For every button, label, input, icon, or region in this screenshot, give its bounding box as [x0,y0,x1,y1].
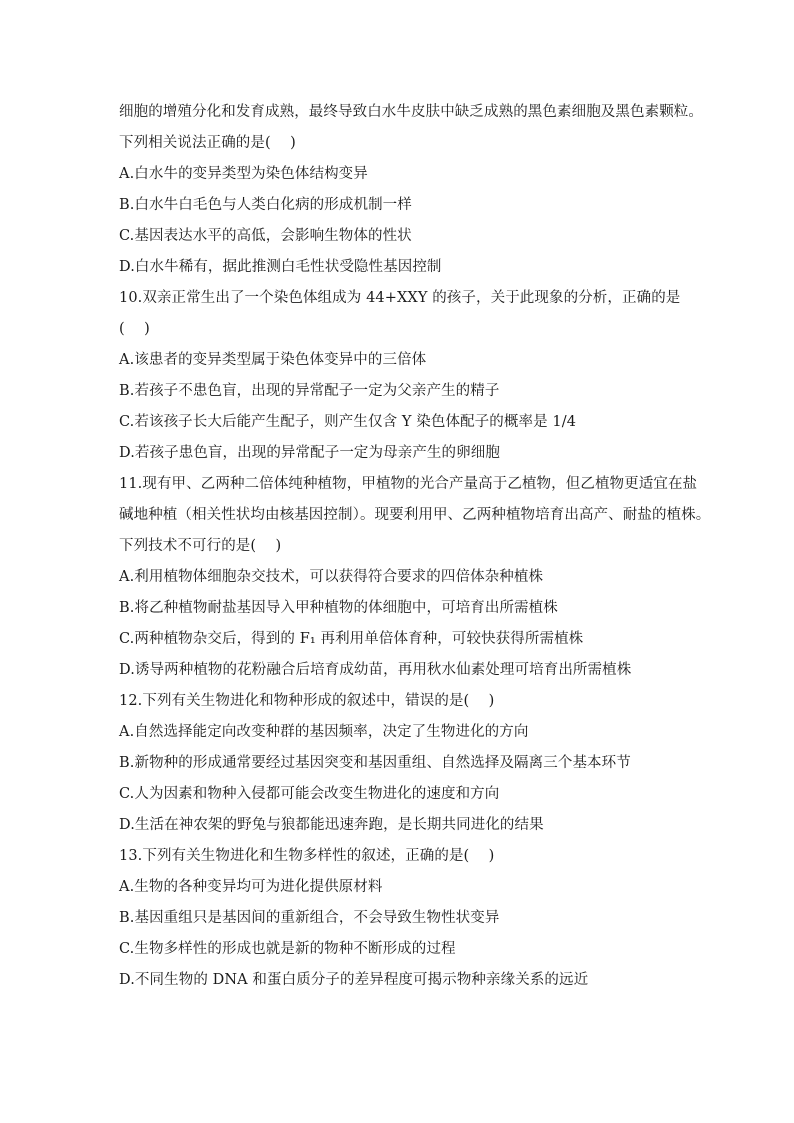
option-line: B.新物种的形成通常要经过基因突变和基因重组、自然选择及隔离三个基本环节 [119,755,631,771]
option-line: B.白水牛白毛色与人类白化病的形成机制一样 [119,197,412,213]
option-line: B.将乙种植物耐盐基因导入甲种植物的体细胞中，可培育出所需植株 [119,600,558,616]
option-line: C.基因表达水平的高低，会影响生物体的性状 [119,228,412,244]
option-line: C.两种植物杂交后，得到的 F₁ 再利用单倍体育种，可较快获得所需植株 [119,631,584,647]
text-line: 下列技术不可行的是( ) [119,538,282,554]
option-line: A.利用植物体细胞杂交技术，可以获得符合要求的四倍体杂种植株 [119,569,544,585]
option-line: D.诱导两种植物的花粉融合后培育成幼苗，再用秋水仙素处理可培育出所需植株 [119,662,632,678]
option-line: C.若该孩子长大后能产生配子，则产生仅含 Y 染色体配子的概率是 1/4 [119,414,577,430]
question-line: 13.下列有关生物进化和生物多样性的叙述，正确的是( ) [119,848,495,864]
option-line: A.该患者的变异类型属于染色体变异中的三倍体 [119,352,427,368]
question-line: 12.下列有关生物进化和物种形成的叙述中，错误的是( ) [119,693,495,709]
text-line: ( ) [119,321,150,337]
option-line: A.自然选择能定向改变种群的基因频率，决定了生物进化的方向 [119,724,529,740]
text-line: 碱地种植（相关性状均由核基因控制）。现要利用甲、乙两种植物培育出高产、耐盐的植株。 [119,507,711,523]
option-line: D.生活在神农架的野兔与狼都能迅速奔跑，是长期共同进化的结果 [119,817,544,833]
option-line: A.生物的各种变异均可为进化提供原材料 [119,879,383,895]
option-line: D.白水牛稀有，据此推测白毛性状受隐性基因控制 [119,259,442,275]
option-line: D.若孩子患色盲，出现的异常配子一定为母亲产生的卵细胞 [119,445,500,461]
question-line: 11.现有甲、乙两种二倍体纯种植物，甲植物的光合产量高于乙植物，但乙植物更适宜在盐 [119,476,698,492]
option-line: D.不同生物的 DNA 和蛋白质分子的差异程度可揭示物种亲缘关系的远近 [119,972,589,988]
text-line: 细胞的增殖分化和发育成熟，最终导致白水牛皮肤中缺乏成熟的黑色素细胞及黑色素颗粒。 [119,104,703,120]
question-line: 10.双亲正常生出了一个染色体组成为 44+XXY 的孩子，关于此现象的分析，正确的是 [119,290,681,306]
option-line: B.基因重组只是基因间的重新组合，不会导致生物性状变异 [119,910,500,926]
text-line: 下列相关说法正确的是( ) [119,135,296,151]
option-line: A.白水牛的变异类型为染色体结构变异 [119,166,368,182]
option-line: B.若孩子不患色盲，出现的异常配子一定为父亲产生的精子 [119,383,500,399]
option-line: C.人为因素和物种入侵都可能会改变生物进化的速度和方向 [119,786,500,802]
option-line: C.生物多样性的形成也就是新的物种不断形成的过程 [119,941,456,957]
